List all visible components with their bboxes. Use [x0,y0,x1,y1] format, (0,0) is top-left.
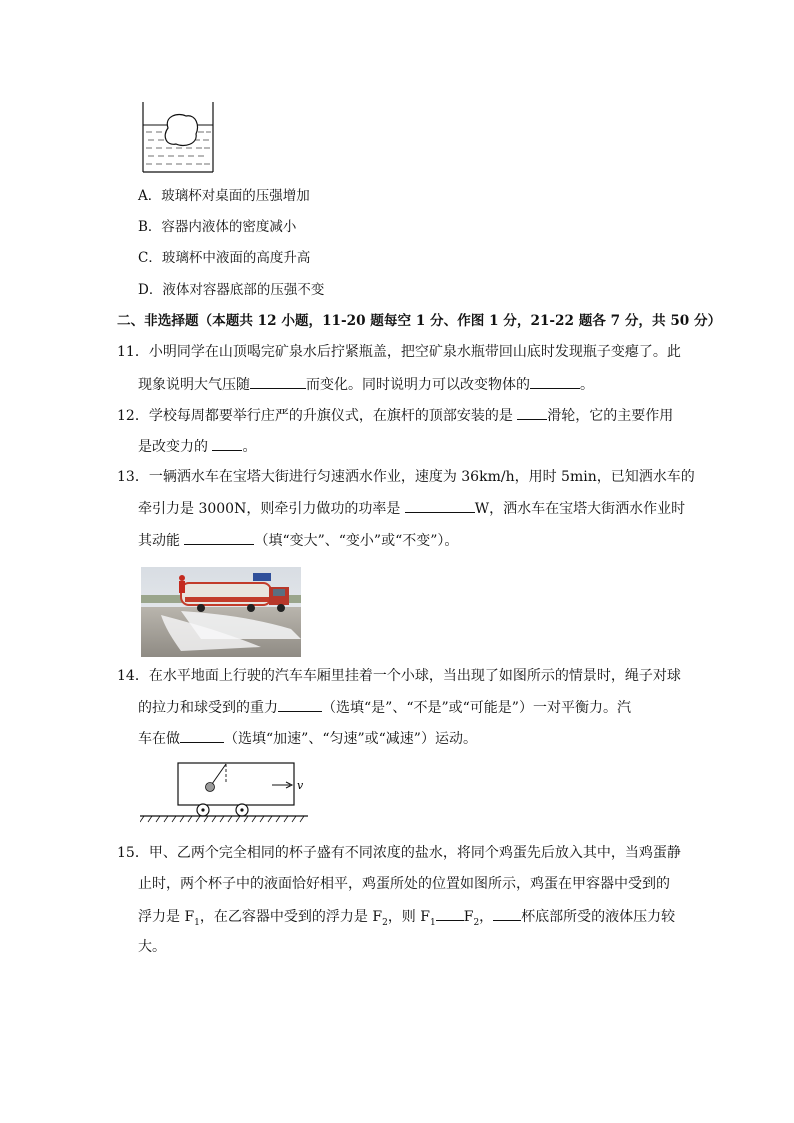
option-d: D．液体对容器底部的压强不变 [138,282,325,298]
option-c: C．玻璃杯中液面的高度升高 [138,250,311,266]
q11-line1: 11．小明同学在山顶喝完矿泉水后拧紧瓶盖，把空矿泉水瓶带回山底时发现瓶子变瘪了。此 [117,344,681,360]
q15-blank-2[interactable] [493,906,521,921]
q13-blank-1[interactable] [405,498,475,513]
q15-line3: 浮力是 $F_1$，在乙容器中受到的浮力是 $F_2$，则 $F_1$ $F_2$， 杯底部所受的液体压力较 [138,906,675,933]
section-heading: 二、非选择题（本题共 12 小题，11-20 题每空 1 分、作图 1 分，21-22 题各 7 分，共 50 分） [117,313,722,329]
sprinkler-truck-photo [141,567,301,657]
q11-blank-1[interactable] [250,374,306,389]
q14-line1: 14．在水平地面上行驶的汽车车厢里挂着一个小球，当出现了如图所示的情景时，绳子对球 [117,668,681,684]
q11-line2: 现象说明大气压随 而变化。同时说明力可以改变物体的 。 [138,374,594,395]
floating-glass-figure [138,100,218,175]
q12-line1: 12．学校每周都要举行庄严的升旗仪式，在旗杆的顶部安装的是 滑轮，它的主要作用 [117,405,673,426]
q15-blank-1[interactable] [436,906,464,921]
q12-line2: 是改变力的 。 [138,436,256,457]
q13-line2: 牵引力是 3000N，则牵引力做功的功率是 W，洒水车在宝塔大街洒水作业时 [138,498,685,519]
q13-blank-2[interactable] [184,530,254,545]
q13-line3: 其动能 （填“变大”、“变小”或“不变”）。 [138,530,458,551]
q14-line2: 的拉力和球受到的重力 （选填“是”、“不是”或“可能是”）一对平衡力。汽 [138,697,631,718]
velocity-label: v [297,779,304,792]
q13-line1: 13．一辆洒水车在宝塔大街进行匀速洒水作业，速度为 36km/h，用时 5min，已知洒水车的 [117,469,695,485]
q11-blank-2[interactable] [530,374,580,389]
q14-blank-1[interactable] [278,697,322,712]
q12-blank-2[interactable] [212,436,242,451]
option-a: A．玻璃杯对桌面的压强增加 [138,188,310,204]
q14-line3: 车在做 （选填“加速”、“匀速”或“减速”）运动。 [138,728,477,749]
option-b: B．容器内液体的密度减小 [138,219,297,235]
cart-pendulum-diagram [140,758,312,824]
q14-blank-2[interactable] [180,728,224,743]
q15-line4: 大。 [138,939,166,955]
q15-line2: 止时，两个杯子中的液面恰好相平，鸡蛋所处的位置如图所示，鸡蛋在甲容器中受到的 [138,876,670,892]
q15-line1: 15．甲、乙两个完全相同的杯子盛有不同浓度的盐水，将同个鸡蛋先后放入其中，当鸡蛋静 [117,845,681,861]
q12-blank-1[interactable] [517,405,547,420]
